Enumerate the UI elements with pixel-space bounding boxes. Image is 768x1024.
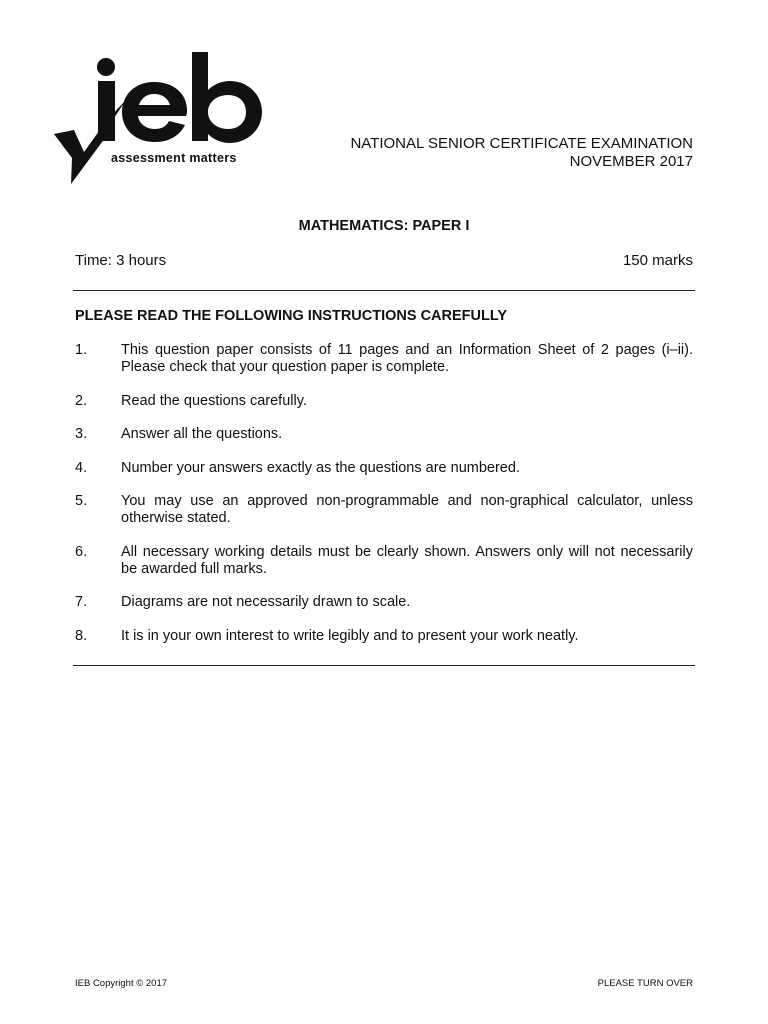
instruction-text: It is in your own interest to write legibly and to present your work neatly. [121,627,579,644]
instruction-item [75,342,693,376]
instruction-item [75,460,693,477]
instruction-item [75,628,693,645]
instruction-text: All necessary working details must be clearly shown. Answers only will not necessarily be awarded full marks. [121,543,693,577]
footer-turn-over: PLEASE TURN OVER [597,978,693,989]
instruction-item [75,544,693,578]
instruction-item [75,493,693,527]
exam-date: NOVEMBER 2017 [569,153,693,170]
instruction-number: 8. [75,627,88,644]
instruction-number: 4. [75,459,88,476]
time-allowed: Time: 3 hours [75,252,167,269]
ieb-logo-mark [50,48,270,188]
instruction-number: 3. [75,426,88,442]
instruction-number: 5. [75,493,88,509]
instruction-text: You may use an approved non-programmable and non-graphical calculator, unless otherwise stated. [121,493,693,526]
footer-copyright: IEB Copyright © 2017 [75,978,168,989]
divider-bottom [73,665,695,666]
exam-header [350,135,693,171]
instructions-list [75,342,693,661]
instruction-number: 6. [75,543,88,560]
instruction-item [75,393,693,410]
instruction-number: 1. [75,342,88,358]
instruction-text: This question paper consists of 11 pages and an Information Sheet of 2 pages (i–ii). Please check that your question paper is complete. [121,342,693,375]
instruction-text: Read the questions carefully. [121,392,307,409]
exam-title: NATIONAL SENIOR CERTIFICATE EXAMINATION [350,135,693,152]
instruction-text: Diagrams are not necessarily drawn to scale. [121,594,411,610]
total-marks: 150 marks [622,252,693,269]
instructions-heading: PLEASE READ THE FOLLOWING INSTRUCTIONS CAREFULLY [75,308,508,324]
paper-title: MATHEMATICS: PAPER I [298,218,470,234]
divider-top [73,290,695,291]
instruction-text: Number your answers exactly as the questions are numbered. [121,459,520,476]
instruction-item [75,426,693,443]
instruction-text: Answer all the questions. [121,426,283,442]
ieb-logo [50,48,270,188]
instruction-number: 2. [75,392,88,409]
instruction-item [75,594,693,611]
instruction-number: 7. [75,594,88,610]
logo-tagline: assessment matters [111,151,237,165]
